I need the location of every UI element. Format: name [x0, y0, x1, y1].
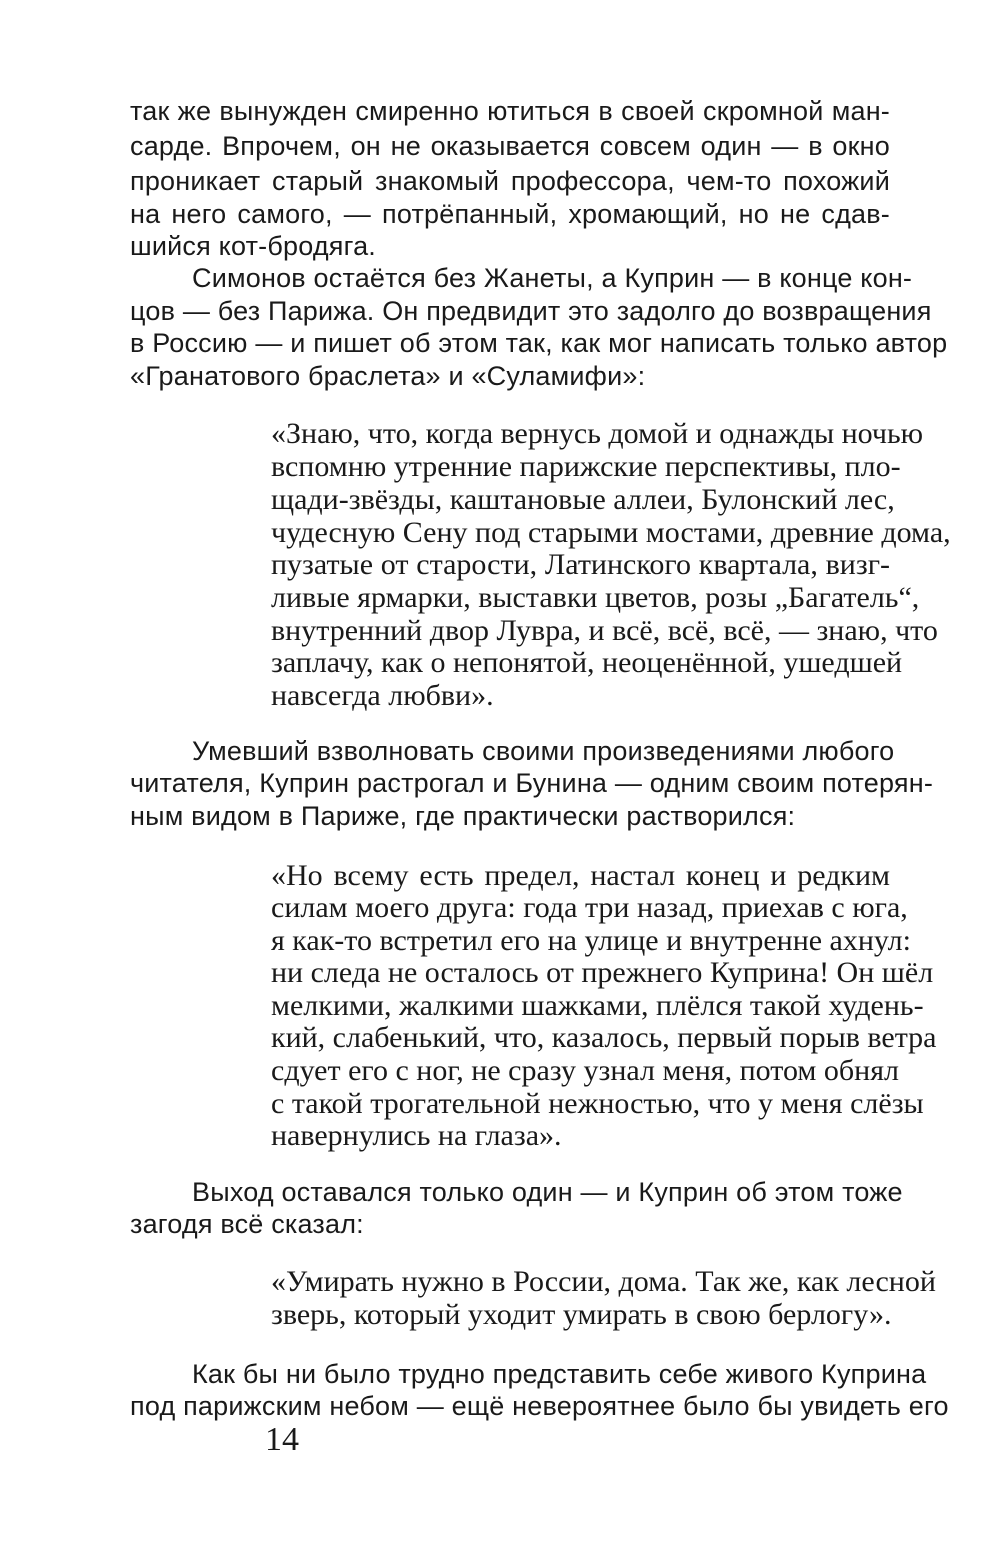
quote-line: навсегда любви». [271, 679, 494, 712]
quote-line: мелкими, жалкими шажками, плёлся такой худень- [271, 989, 924, 1022]
quote-line: с такой трогательной нежностью, что у меня слёзы [271, 1087, 924, 1120]
quote-line: «Умирать нужно в России, дома. Так же, как лесной [271, 1265, 936, 1298]
quote-line: «Знаю, что, когда вернусь домой и однажды ночью [271, 417, 924, 450]
text-line: ным видом в Париже, где практически растворился: [130, 801, 796, 831]
text-line: цов — без Парижа. Он предвидит это задолго до возвращения [130, 296, 932, 326]
quote-line: щади-звёзды, каштановые аллеи, Булонский лес, [271, 483, 895, 516]
quote-line: ливые ярмарки, выставки цветов, розы „Багатель“, [271, 581, 920, 614]
quote-line: заплачу, как о непонятой, неоценённой, ушедшей [271, 646, 903, 679]
text-line: Симонов остаётся без Жанеты, а Куприн — в конце кон- [192, 263, 913, 293]
quote-line: внутренний двор Лувра, и всё, всё, всё, — знаю, что [271, 614, 938, 647]
quote-line: кий, слабенький, что, казалось, первый порыв ветра [271, 1021, 937, 1054]
quote-line: навернулись на глаза». [271, 1119, 562, 1152]
quote-line: сдует его с ног, не сразу узнал меня, потом обнял [271, 1054, 899, 1087]
text-line: сарде. Впрочем, он не оказывается совсем один — в окно [130, 131, 890, 161]
text-line: шийся кот-бродяга. [130, 231, 376, 261]
text-line: «Гранатового браслета» и «Суламифи»: [130, 361, 646, 391]
quote-line: пузатые от старости, Латинского квартала, визг- [271, 548, 890, 581]
quote-line: чудесную Сену под старыми мостами, древние дома, [271, 516, 951, 549]
text-line: Умевший взволновать своими произведениями любого [192, 736, 895, 766]
quote-line: силам моего друга: года три назад, приехав с юга, [271, 891, 908, 924]
text-line: под парижским небом — ещё невероятнее было бы увидеть его [130, 1391, 949, 1421]
text-line: Как бы ни было трудно представить себе живого Куприна [192, 1359, 927, 1389]
quote-line: вспомню утренние парижские перспективы, пло- [271, 450, 901, 483]
text-line: читателя, Куприн растрогал и Бунина — одним своим потерян- [130, 768, 934, 798]
text-line: Выход оставался только один — и Куприн об этом тоже [192, 1177, 903, 1207]
text-line: в Россию — и пишет об этом так, как мог написать только автор [130, 328, 948, 358]
quote-line: я как-то встретил его на улице и внутренне ахнул: [271, 924, 911, 957]
text-line: на него самого, — потрёпанный, хромающий, но не сдав- [130, 199, 890, 229]
text-line: так же вынужден смиренно ютиться в своей скромной ман- [130, 96, 890, 126]
page-number: 14 [265, 1421, 299, 1458]
quote-line: «Но всему есть предел, настал конец и редким [271, 859, 890, 892]
text-line: загодя всё сказал: [130, 1209, 364, 1239]
quote-line: зверь, который уходит умирать в свою берлогу». [271, 1298, 892, 1331]
text-line: проникает старый знакомый профессора, чем-то похожий [130, 166, 890, 196]
quote-line: ни следа не осталось от прежнего Куприна! Он шёл [271, 956, 934, 989]
